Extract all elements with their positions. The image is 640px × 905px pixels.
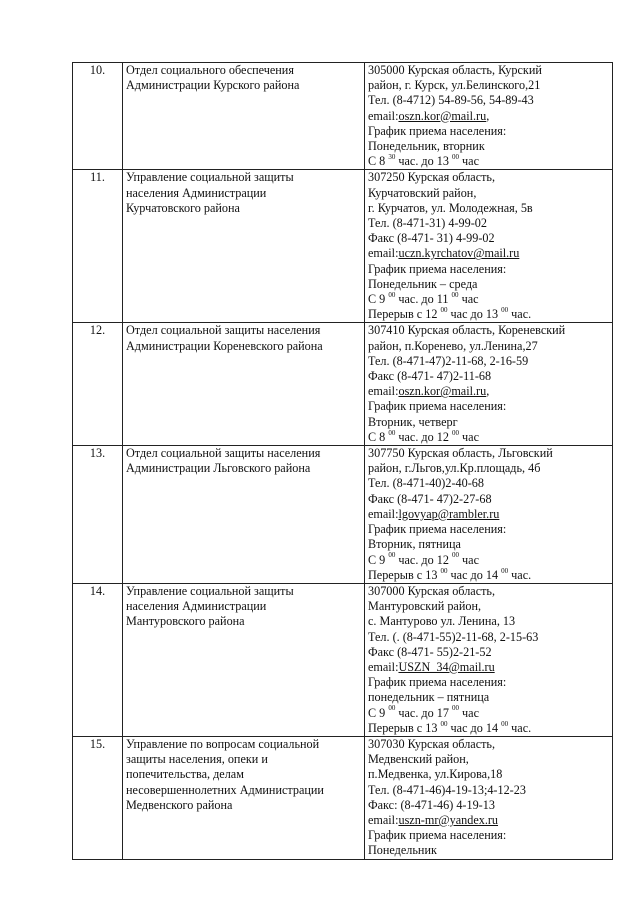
- fax-line: Факс (8-471- 47)2-27-68: [368, 491, 492, 506]
- address-line: район, г.Льгов,ул.Кр.площадь, 4б: [368, 461, 541, 476]
- email-link[interactable]: lgovyap@rambler.ru: [398, 506, 500, 521]
- address-line: Медвенский район,: [368, 752, 469, 767]
- schedule-hours: С 9 $^{00}$ час. до 12 $^{00}$ час: [368, 551, 479, 567]
- email-line: email:uszn-mr@yandex.ru: [368, 812, 499, 827]
- fax-line: Факс: (8-471-46) 4-19-13: [368, 797, 495, 812]
- address-line: 305000 Курская область, Курский: [368, 63, 542, 77]
- table-row: [73, 446, 613, 584]
- address-line: Курчатовский район,: [368, 185, 477, 200]
- address-line: п.Медвенка, ул.Кирова,18: [368, 767, 503, 782]
- department-name: Отдел социальной защиты населения Администрации Кореневского района: [123, 323, 365, 446]
- schedule-days: Вторник, четверг: [368, 414, 458, 429]
- contact-info: [365, 63, 613, 170]
- row-number: 13.: [73, 446, 123, 584]
- phone-line: Тел. (8-471-47)2-11-68, 2-16-59: [368, 353, 529, 368]
- row-number: 15.: [73, 736, 123, 859]
- schedule-days: Понедельник: [368, 843, 437, 858]
- contact-info: [365, 446, 613, 584]
- schedule-days: понедельник – пятница: [368, 690, 490, 705]
- address-line: с. Мантурово ул. Ленина, 13: [368, 614, 516, 629]
- phone-line: Тел. (8-471-46)4-19-13;4-12-23: [368, 782, 526, 797]
- schedule-break: Перерыв с 13 $^{00}$ час до 14 $^{00}$ час.: [368, 719, 532, 735]
- email-line: email:uczn.kyrchatov@mail.ru: [368, 246, 520, 261]
- email-link[interactable]: uczn.kyrchatov@mail.ru: [398, 246, 520, 261]
- email-line: email:oszn.kor@mail.ru,: [368, 108, 490, 123]
- address-line: район, г. Курск, ул.Белинского,21: [368, 78, 541, 93]
- table-row: [73, 736, 613, 859]
- phone-line: Тел. (8-471-40)2-40-68: [368, 476, 484, 491]
- schedule-label: График приема населения:: [368, 522, 507, 537]
- department-name: Отдел социального обеспечения Администрации Курского района: [123, 63, 365, 170]
- schedule-break: Перерыв с 12 $^{00}$ час до 13 $^{00}$ час.: [368, 306, 532, 322]
- contacts-table: [72, 62, 613, 860]
- fax-line: Факс (8-471- 31) 4-99-02: [368, 231, 495, 246]
- row-number: 11.: [73, 170, 123, 323]
- department-name: Управление социальной защиты населения Администрации Курчатовского района: [123, 170, 365, 323]
- table-row: [73, 583, 613, 736]
- department-name: Управление социальной защиты населения Администрации Мантуровского района: [123, 583, 365, 736]
- email-link[interactable]: uszn-mr@yandex.ru: [398, 812, 499, 827]
- department-name: Управление по вопросам социальной защиты населения, опеки и попечительства, делам несовершеннолетних Администрации Медвенского района: [123, 736, 365, 859]
- contact-info: [365, 736, 613, 859]
- address-line: 307410 Курская область, Кореневский: [368, 323, 566, 338]
- email-line: email:USZN_34@mail.ru: [368, 659, 495, 674]
- row-number: 12.: [73, 323, 123, 446]
- schedule-label: График приема населения:: [368, 123, 507, 138]
- schedule-days: Вторник, пятница: [368, 537, 461, 552]
- schedule-hours: С 8 $^{30}$ час. до 13 $^{00}$ час: [368, 153, 479, 169]
- fax-line: Факс (8-471- 47)2-11-68: [368, 369, 492, 384]
- schedule-label: График приема населения:: [368, 261, 507, 276]
- address-line: Мантуровский район,: [368, 599, 482, 614]
- table-row: [73, 63, 613, 170]
- schedule-label: График приема населения:: [368, 399, 507, 414]
- phone-line: Тел. (. (8-471-55)2-11-68, 2-15-63: [368, 629, 539, 644]
- email-link[interactable]: USZN_34@mail.ru: [398, 659, 495, 674]
- schedule-hours: С 9 $^{00}$ час. до 17 $^{00}$ час: [368, 704, 479, 720]
- address-line: 307250 Курская область,: [368, 170, 496, 185]
- phone-line: Тел. (8-471-31) 4-99-02: [368, 216, 487, 231]
- contact-info: [365, 583, 613, 736]
- schedule-break: Перерыв с 13 $^{00}$ час до 14 $^{00}$ час.: [368, 566, 532, 582]
- schedule-hours: С 9 $^{00}$ час. до 11 $^{00}$ час: [368, 290, 479, 307]
- schedule-label: График приема населения:: [368, 828, 507, 843]
- contact-info: [365, 323, 613, 446]
- schedule-hours: С 8 $^{00}$ час. до 12 $^{00}$ час: [368, 428, 479, 444]
- email-line: email:oszn.kor@mail.ru,: [368, 384, 490, 399]
- address-line: 307750 Курская область, Льговский: [368, 446, 553, 461]
- schedule-days: Понедельник – среда: [368, 276, 478, 291]
- table-row: [73, 170, 613, 323]
- fax-line: Факс (8-471- 55)2-21-52: [368, 644, 492, 659]
- table-row: [73, 323, 613, 446]
- contact-info: [365, 170, 613, 323]
- email-link[interactable]: oszn.kor@mail.ru: [398, 108, 487, 123]
- schedule-days: Понедельник, вторник: [368, 139, 485, 154]
- phone-line: Тел. (8-4712) 54-89-56, 54-89-43: [368, 93, 534, 108]
- email-link[interactable]: oszn.kor@mail.ru: [398, 384, 487, 399]
- address-line: 307000 Курская область,: [368, 583, 496, 598]
- row-number: 14.: [73, 583, 123, 736]
- address-line: район, п.Коренево, ул.Ленина,27: [368, 338, 538, 353]
- address-line: г. Курчатов, ул. Молодежная, 5в: [368, 200, 533, 215]
- schedule-label: График приема населения:: [368, 675, 507, 690]
- address-line: 307030 Курская область,: [368, 736, 496, 751]
- email-line: email:lgovyap@rambler.ru: [368, 506, 500, 521]
- row-number: 10.: [73, 63, 123, 170]
- department-name: Отдел социальной защиты населения Администрации Льговского района: [123, 446, 365, 584]
